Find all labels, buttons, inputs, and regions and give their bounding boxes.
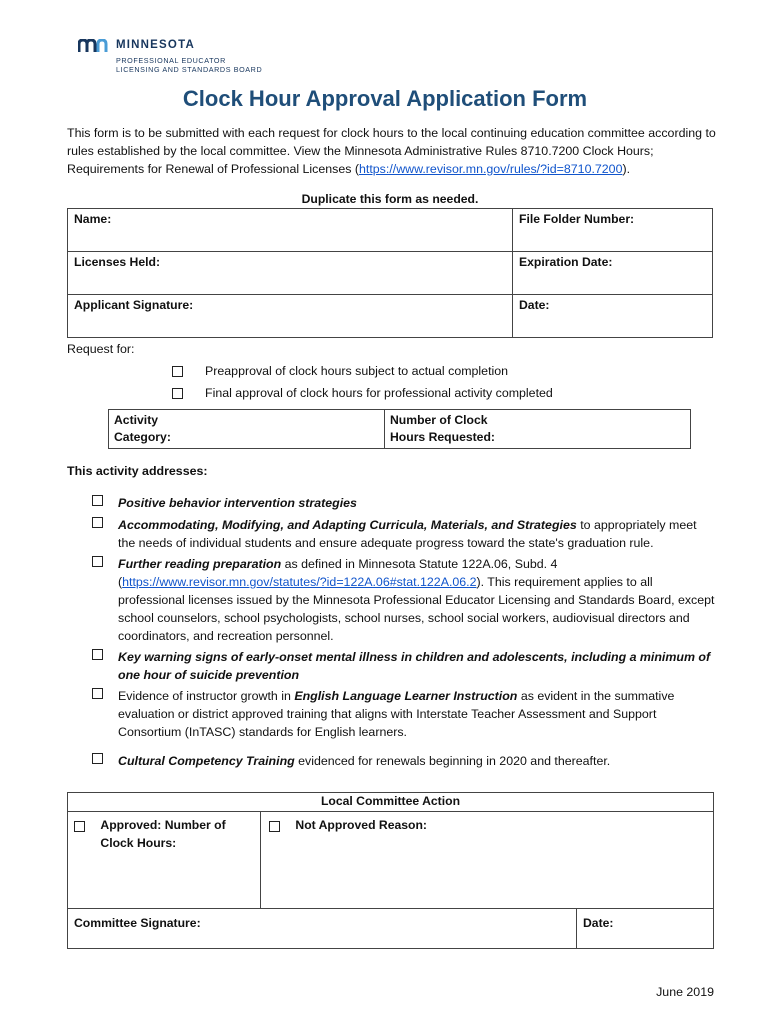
clock-hours-requested-field[interactable]: Number of Clock Hours Requested: xyxy=(385,410,691,449)
logo-subtitle-line1: PROFESSIONAL EDUCATOR xyxy=(116,56,226,65)
approved-label: Approved: Number of xyxy=(100,818,226,832)
name-field[interactable]: Name: xyxy=(68,209,513,252)
licenses-held-field[interactable]: Licenses Held: xyxy=(68,252,513,295)
final-approval-label: Final approval of clock hours for professional activity completed xyxy=(205,386,553,400)
intro-paragraph xyxy=(67,124,717,178)
applicant-info-table xyxy=(67,208,713,338)
not-approved-checkbox[interactable] xyxy=(269,821,280,832)
approved-cell[interactable]: Approved: Number of Clock Hours: xyxy=(68,812,261,909)
activity-category-field[interactable]: Activity Category: xyxy=(109,410,385,449)
reading-preparation-checkbox[interactable] xyxy=(92,556,103,567)
footer-date: June 2019 xyxy=(656,985,714,999)
ell-instruction-checkbox[interactable] xyxy=(92,688,103,699)
form-title: Clock Hour Approval Application Form xyxy=(182,86,588,111)
committee-date-field[interactable]: Date: xyxy=(577,909,714,949)
duplicate-note: Duplicate this form as needed. xyxy=(301,192,479,206)
not-approved-label: Not Approved Reason: xyxy=(295,818,427,832)
mental-illness-checkbox[interactable] xyxy=(92,649,103,660)
behavior-intervention-checkbox[interactable] xyxy=(92,495,103,506)
file-folder-number-field[interactable]: File Folder Number: xyxy=(513,209,713,252)
applicant-date-field[interactable]: Date: xyxy=(513,295,713,338)
committee-signature-field[interactable]: Committee Signature: xyxy=(68,909,577,949)
approved-checkbox[interactable] xyxy=(74,821,85,832)
cultural-competency-checkbox[interactable] xyxy=(92,753,103,764)
not-approved-cell[interactable] xyxy=(261,812,714,909)
mn-pelsb-logo xyxy=(78,38,278,78)
rules-link[interactable]: https://www.revisor.mn.gov/rules/?id=8710.7200 xyxy=(359,162,623,176)
applicant-signature-field[interactable]: Applicant Signature: xyxy=(68,295,513,338)
preapproval-checkbox[interactable] xyxy=(172,366,183,377)
logo-subtitle-line2: LICENSING AND STANDARDS BOARD xyxy=(116,65,263,74)
activity-table xyxy=(108,409,691,449)
request-for-label: Request for: xyxy=(67,342,135,356)
activity-addresses-label: This activity addresses: xyxy=(67,464,208,478)
mn-logo-mark-icon xyxy=(78,39,112,53)
accommodating-curricula-checkbox[interactable] xyxy=(92,517,103,528)
logo-wordmark: MINNESOTA xyxy=(116,39,195,51)
local-committee-table xyxy=(67,792,714,949)
preapproval-label: Preapproval of clock hours subject to actual completion xyxy=(205,364,509,378)
expiration-date-field[interactable]: Expiration Date: xyxy=(513,252,713,295)
statute-link[interactable]: https://www.revisor.mn.gov/statutes/?id=122A.06#stat.122A.06.2 xyxy=(122,575,477,589)
intro-text: This form is to be submitted with each request for clock hours to the local continuing education committee according to rules established by the local committee. View the Minnesota Administrative Rules 8710.7200 Clock Hours; Requirements for Renewal of Professional Licenses ( xyxy=(67,126,716,176)
committee-heading: Local Committee Action xyxy=(68,793,714,812)
intro-tail: ). xyxy=(622,162,631,176)
final-approval-checkbox[interactable] xyxy=(172,388,183,399)
